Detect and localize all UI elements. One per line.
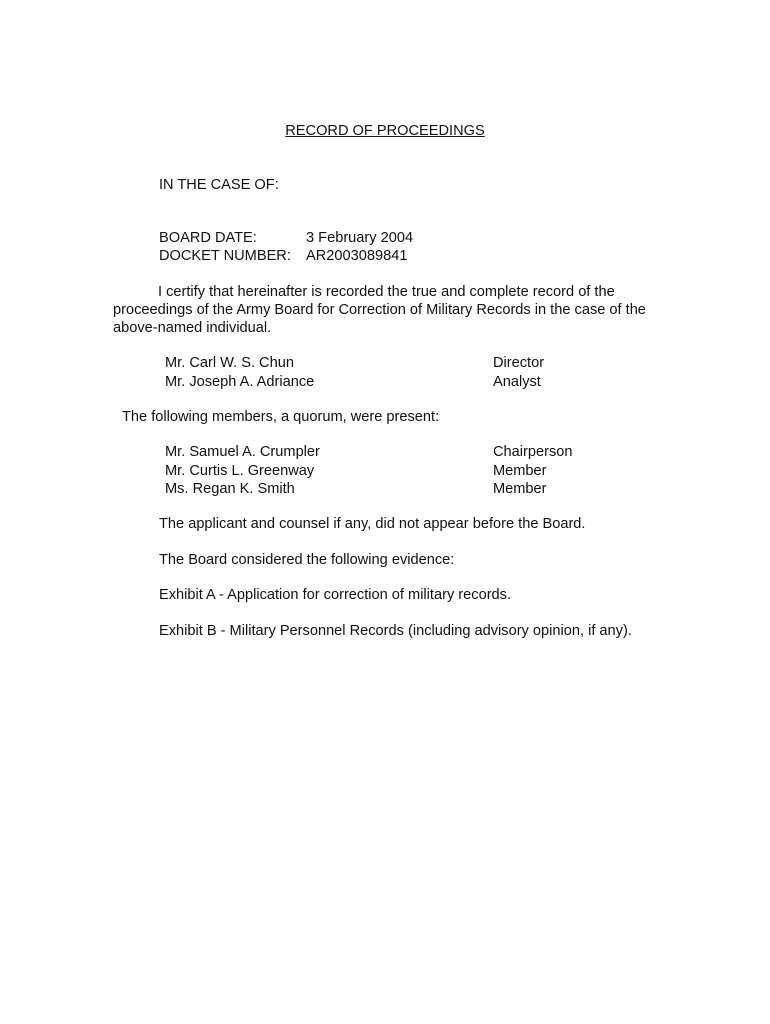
- member-name: Mr. Samuel A. Crumpler: [165, 444, 320, 460]
- board-date-value: 3 February 2004: [306, 230, 414, 246]
- exhibit-b: Exhibit B - Military Personnel Records (including advisory opinion, if any).: [159, 623, 632, 639]
- staff-role: Analyst: [493, 374, 541, 390]
- staff-name: Mr. Joseph A. Adriance: [165, 374, 315, 390]
- docket-number-value: AR2003089841: [306, 248, 408, 264]
- staff-name: Mr. Carl W. S. Chun: [165, 355, 294, 371]
- certification-text: I certify that hereinafter is recorded the true and complete record of the proceedings of the Army Board for Correction of Military Records in the case of the above-named individual.: [113, 284, 646, 336]
- member-name: Mr. Curtis L. Greenway: [165, 463, 315, 479]
- certification-paragraph: [113, 283, 653, 337]
- board-date-label: BOARD DATE:: [159, 230, 257, 246]
- member-role: Member: [493, 481, 547, 497]
- document-title: RECORD OF PROCEEDINGS: [285, 123, 485, 139]
- exhibit-a: Exhibit A - Application for correction of military records.: [159, 587, 512, 603]
- docket-number-label: DOCKET NUMBER:: [159, 248, 291, 264]
- quorum-text: The following members, a quorum, were present:: [122, 409, 440, 425]
- appearance-statement: The applicant and counsel if any, did not appear before the Board.: [159, 516, 586, 532]
- member-name: Ms. Regan K. Smith: [165, 481, 295, 497]
- case-label: IN THE CASE OF:: [159, 177, 279, 193]
- evidence-intro: The Board considered the following evidence:: [159, 552, 455, 568]
- staff-role: Director: [493, 355, 545, 371]
- member-role: Member: [493, 463, 547, 479]
- member-role: Chairperson: [493, 444, 573, 460]
